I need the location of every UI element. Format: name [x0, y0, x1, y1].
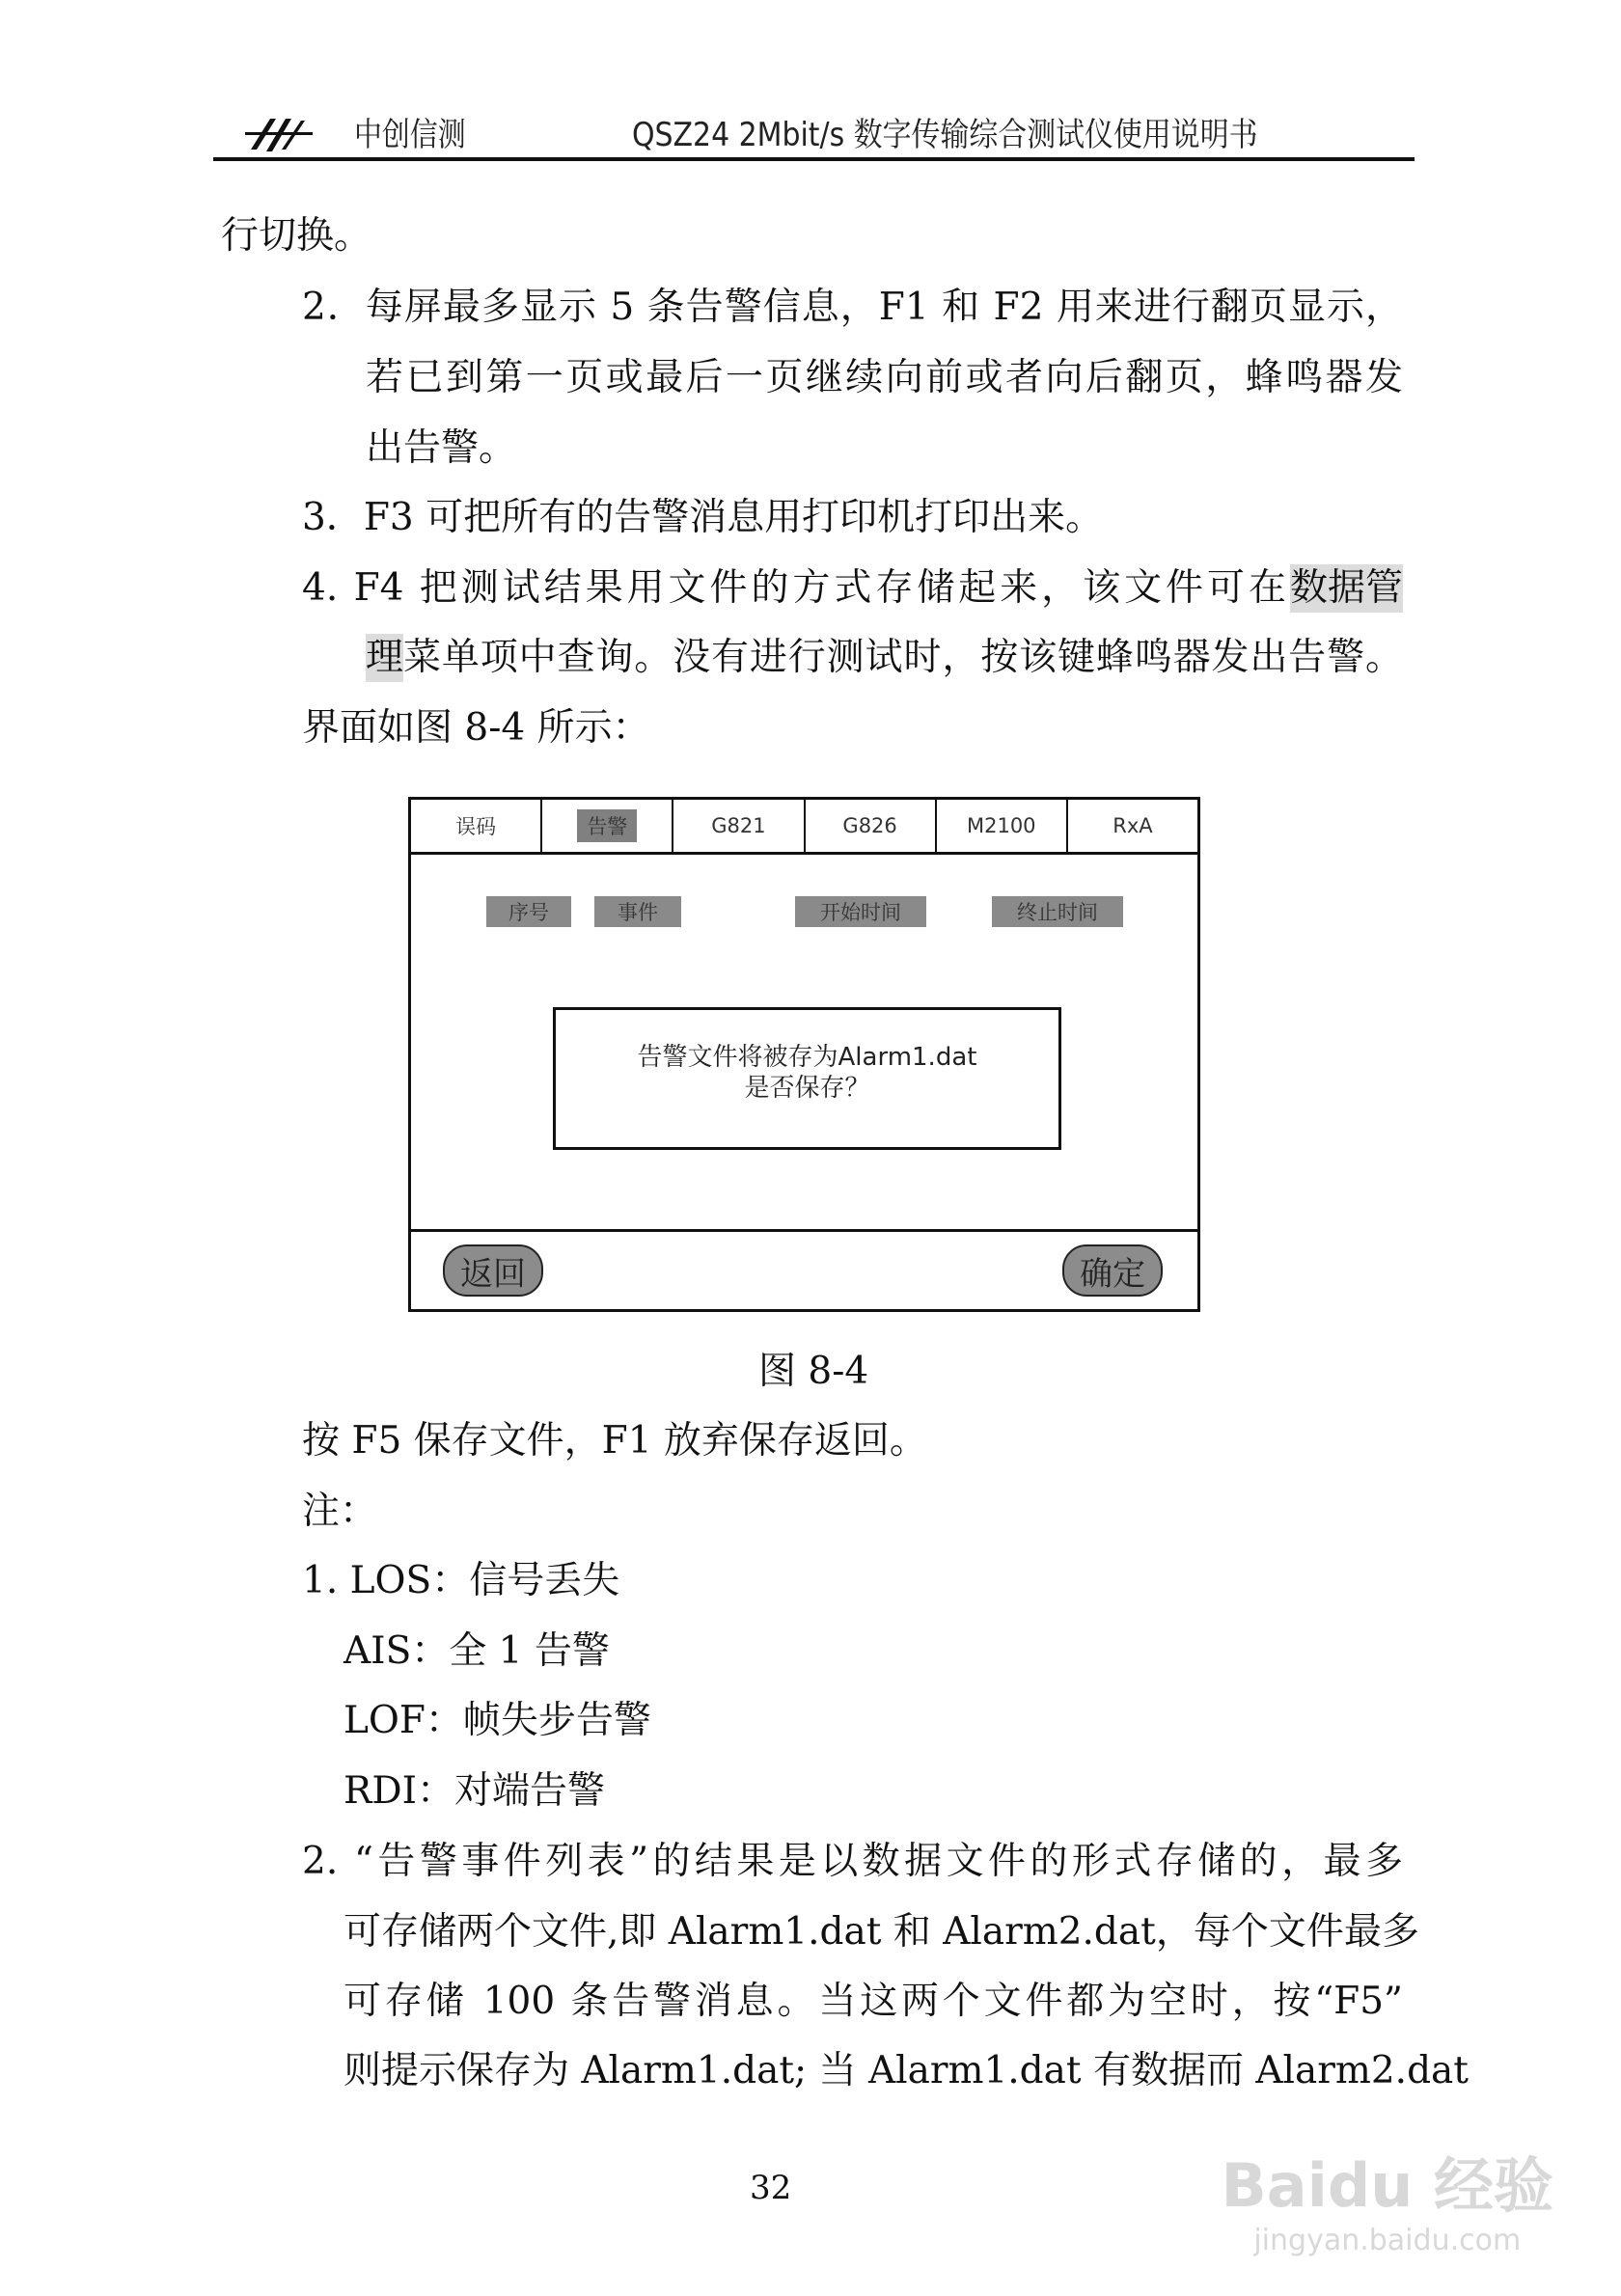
figure-caption: 图 8-4: [758, 1350, 869, 1393]
tab-g821[interactable]: [673, 800, 805, 852]
watermark-brand: Baidu 经验: [1221, 2150, 1553, 2221]
text-line: 可存储两个文件,即 Alarm1.dat 和 Alarm2.dat，每个文件最多: [343, 1910, 1419, 1954]
tab-label: G821: [711, 814, 766, 837]
company-logo-icon: [241, 111, 318, 159]
tab-rxa[interactable]: [1068, 800, 1197, 852]
confirm-button[interactable]: 确定: [1062, 1244, 1163, 1297]
text-line: 2．每屏最多显示 5 条告警信息，F1 和 F2 用来进行翻页显示，: [302, 286, 1403, 329]
tab-m2100[interactable]: [937, 800, 1068, 852]
text-line: AIS：全 1 告警: [343, 1629, 610, 1673]
dialog-message: 告警文件将被存为Alarm1.dat: [637, 1043, 977, 1072]
tab-g826[interactable]: [806, 800, 937, 852]
text-span: 4. F4 把测试结果用文件的方式存储起来，该文件可在: [302, 566, 1286, 610]
page-number: 32: [750, 2169, 792, 2207]
text-line: 按 F5 保存文件，F1 放弃保存返回。: [302, 1419, 927, 1462]
text-line: RDI：对端告警: [343, 1769, 606, 1813]
tab-label: 误码: [455, 815, 497, 838]
text-span: 菜单项中查询。没有进行测试时，按该键蜂鸣器发出告警。: [403, 636, 1403, 679]
watermark-url: jingyan.baidu.com: [1253, 2224, 1522, 2257]
tab-label: RxA: [1113, 814, 1153, 837]
text-line: 出告警。: [366, 426, 517, 470]
tab-alarm[interactable]: [542, 800, 673, 852]
screen-tabs: [411, 800, 1197, 855]
company-name: 中创信测: [354, 116, 466, 154]
highlighted-term: 理: [366, 634, 403, 682]
text-line: [366, 634, 1403, 682]
back-button[interactable]: 返回: [443, 1244, 543, 1297]
column-header-start-time: 开始时间: [795, 896, 926, 927]
figure-8-4-screen: [408, 797, 1200, 1312]
text-line: 3．F3 可把所有的告警消息用打印机打印出来。: [302, 496, 1104, 539]
tab-label: 告警: [577, 809, 637, 842]
text-line: 注：: [302, 1490, 378, 1533]
screen-footer: [411, 1229, 1197, 1309]
text-line: 行切换。: [221, 214, 372, 258]
document-title: QSZ24 2Mbit/s 数字传输综合测试仪使用说明书: [632, 116, 1258, 154]
dialog-question: 是否保存？: [744, 1074, 870, 1103]
highlighted-term: 数据管: [1290, 564, 1403, 613]
column-header-end-time: 终止时间: [992, 896, 1123, 927]
tab-label: M2100: [966, 814, 1036, 837]
save-dialog: [553, 1007, 1061, 1150]
text-line: 则提示保存为 Alarm1.dat; 当 Alarm1.dat 有数据而 Alarm2.dat: [343, 2049, 1469, 2092]
header-rule: [213, 157, 1415, 161]
tab-label: G826: [842, 814, 897, 837]
watermark: [1222, 2138, 1553, 2257]
text-line: 界面如图 8-4 所示：: [302, 706, 650, 750]
text-line: 2. “告警事件列表”的结果是以数据文件的形式存储的，最多: [302, 1840, 1403, 1883]
text-line: 1. LOS：信号丢失: [302, 1559, 620, 1602]
tab-error-code[interactable]: [411, 800, 542, 852]
text-line: [302, 564, 1403, 613]
column-header-event: 事件: [594, 896, 681, 927]
text-line: 可存储 100 条告警消息。当这两个文件都为空时，按“F5”: [343, 1980, 1403, 2023]
column-header-index: 序号: [486, 896, 571, 927]
text-line: LOF：帧失步告警: [343, 1699, 651, 1742]
text-line: 若已到第一页或最后一页继续向前或者向后翻页，蜂鸣器发: [366, 356, 1403, 399]
